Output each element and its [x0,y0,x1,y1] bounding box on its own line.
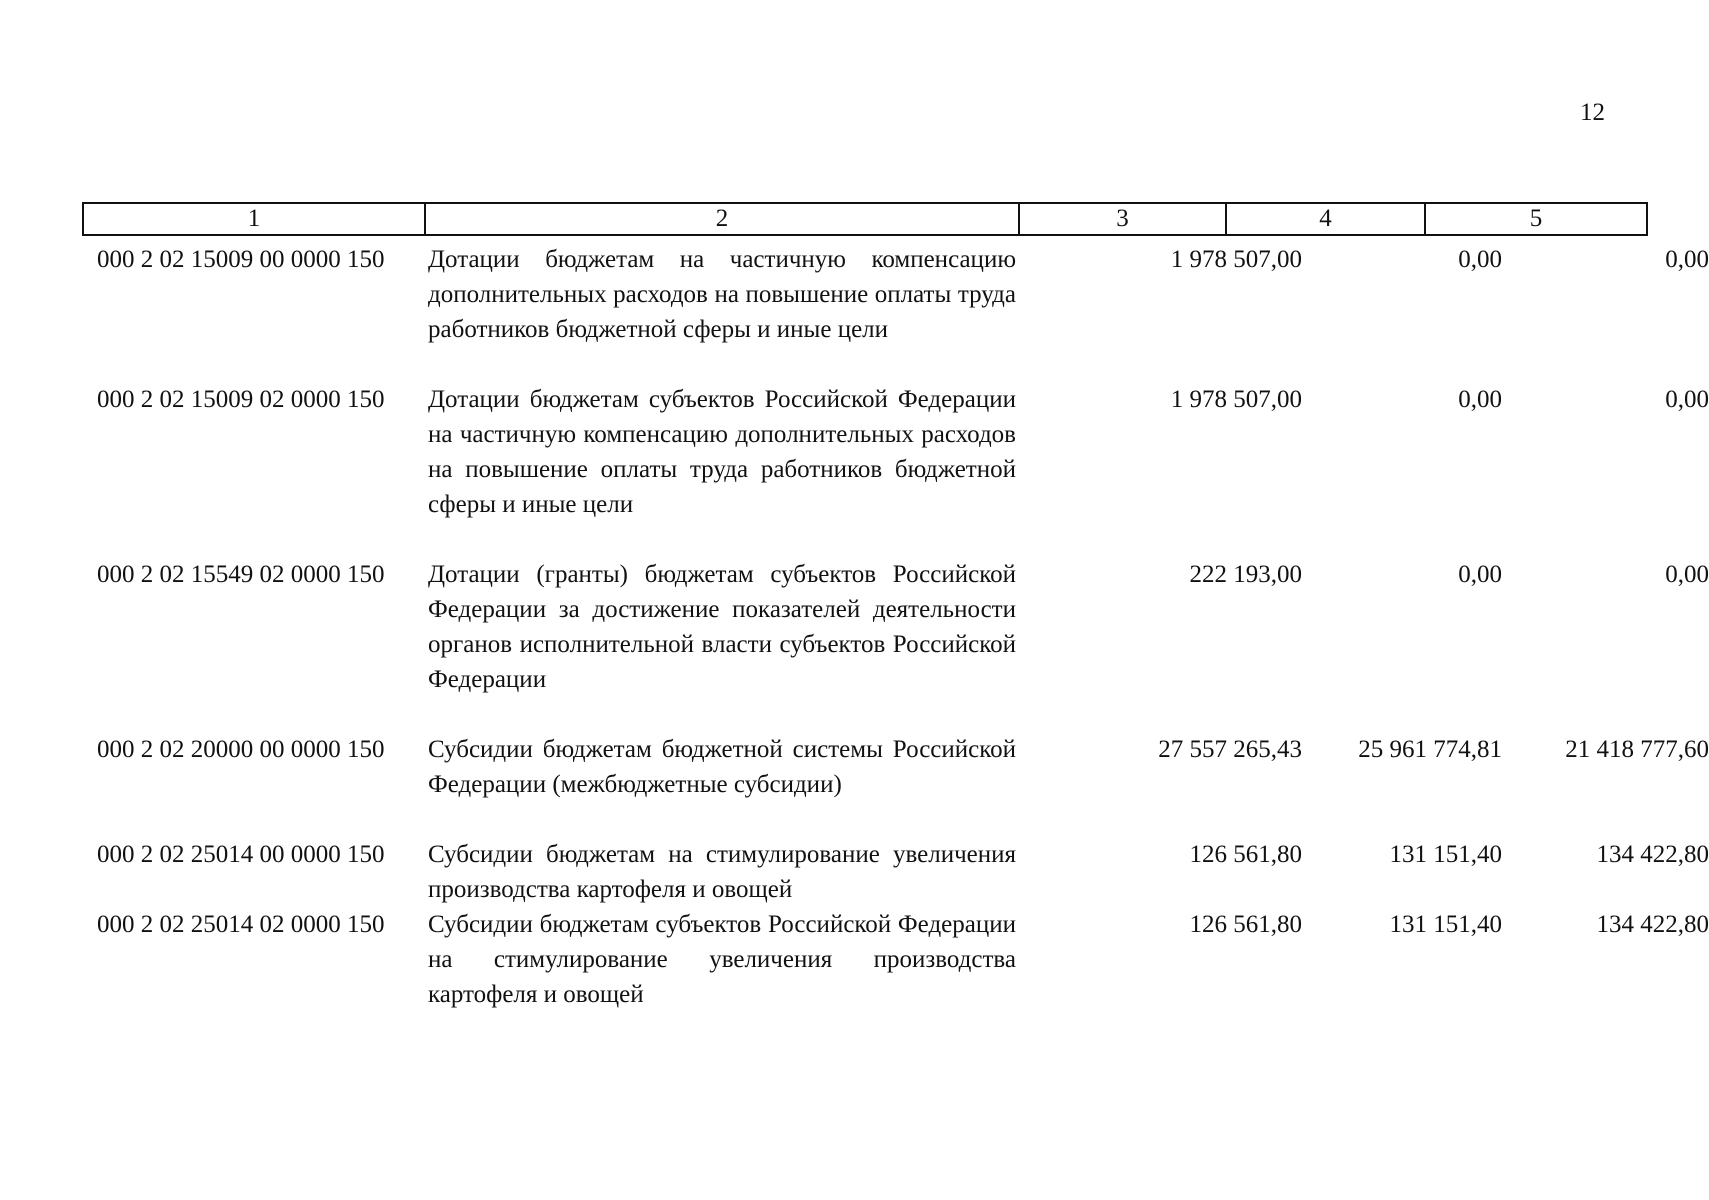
amount-col-5: 0,00 [1665,561,1709,588]
table-header [82,202,1648,238]
amount-col-3: 222 193,00 [1189,561,1302,588]
revenue-name: Дотации бюджетам на частичную компенсацию дополнительных расходов на повышение оплаты труда работников бюджетной сферы и иные цели [428,246,1016,343]
revenue-name: Субсидии бюджетам на стимулирование увеличения производства картофеля и овощей [428,841,1016,903]
revenue-name: Дотации (гранты) бюджетам субъектов Российской Федерации за достижение показателей деятельности органов исполнительной власти субъектов Российской Федерации [428,561,1016,693]
revenue-name: Дотации бюджетам субъектов Российской Федерации на частичную компенсацию дополнительных расходов на повышение оплаты труда работников бюджетной сферы и иные цели [428,386,1016,518]
amount-col-5: 0,00 [1665,386,1709,413]
amount-col-4: 131 151,40 [1389,841,1502,868]
budget-code: 000 2 02 25014 02 0000 150 [97,911,385,938]
amount-col-4: 25 961 774,81 [1358,736,1502,763]
header-col-4: 4 [1225,202,1426,236]
amount-col-3: 126 561,80 [1189,841,1302,868]
header-col-2: 2 [424,202,1020,236]
budget-code: 000 2 02 20000 00 0000 150 [97,736,385,763]
amount-col-3: 27 557 265,43 [1158,736,1302,763]
header-col-1: 1 [82,202,426,236]
amount-col-5: 134 422,80 [1596,841,1709,868]
budget-code: 000 2 02 15009 02 0000 150 [97,386,385,413]
amount-col-3: 126 561,80 [1189,911,1302,938]
budget-code: 000 2 02 15549 02 0000 150 [97,561,385,588]
amount-col-4: 131 151,40 [1389,911,1502,938]
revenue-name: Субсидии бюджетам субъектов Российской Федерации на стимулирование увеличения производства картофеля и овощей [428,911,1016,1008]
revenue-name: Субсидии бюджетам бюджетной системы Российской Федерации (межбюджетные субсидии) [428,736,1016,798]
header-col-5: 5 [1424,202,1648,236]
amount-col-5: 0,00 [1665,246,1709,273]
amount-col-4: 0,00 [1458,386,1502,413]
amount-col-5: 134 422,80 [1596,911,1709,938]
budget-code: 000 2 02 15009 00 0000 150 [97,246,385,273]
header-col-3: 3 [1018,202,1227,236]
amount-col-3: 1 978 507,00 [1170,386,1302,413]
budget-code: 000 2 02 25014 00 0000 150 [97,841,385,868]
amount-col-4: 0,00 [1458,561,1502,588]
amount-col-5: 21 418 777,60 [1565,736,1709,763]
page-number: 12 [1580,99,1605,126]
amount-col-4: 0,00 [1458,246,1502,273]
amount-col-3: 1 978 507,00 [1170,246,1302,273]
